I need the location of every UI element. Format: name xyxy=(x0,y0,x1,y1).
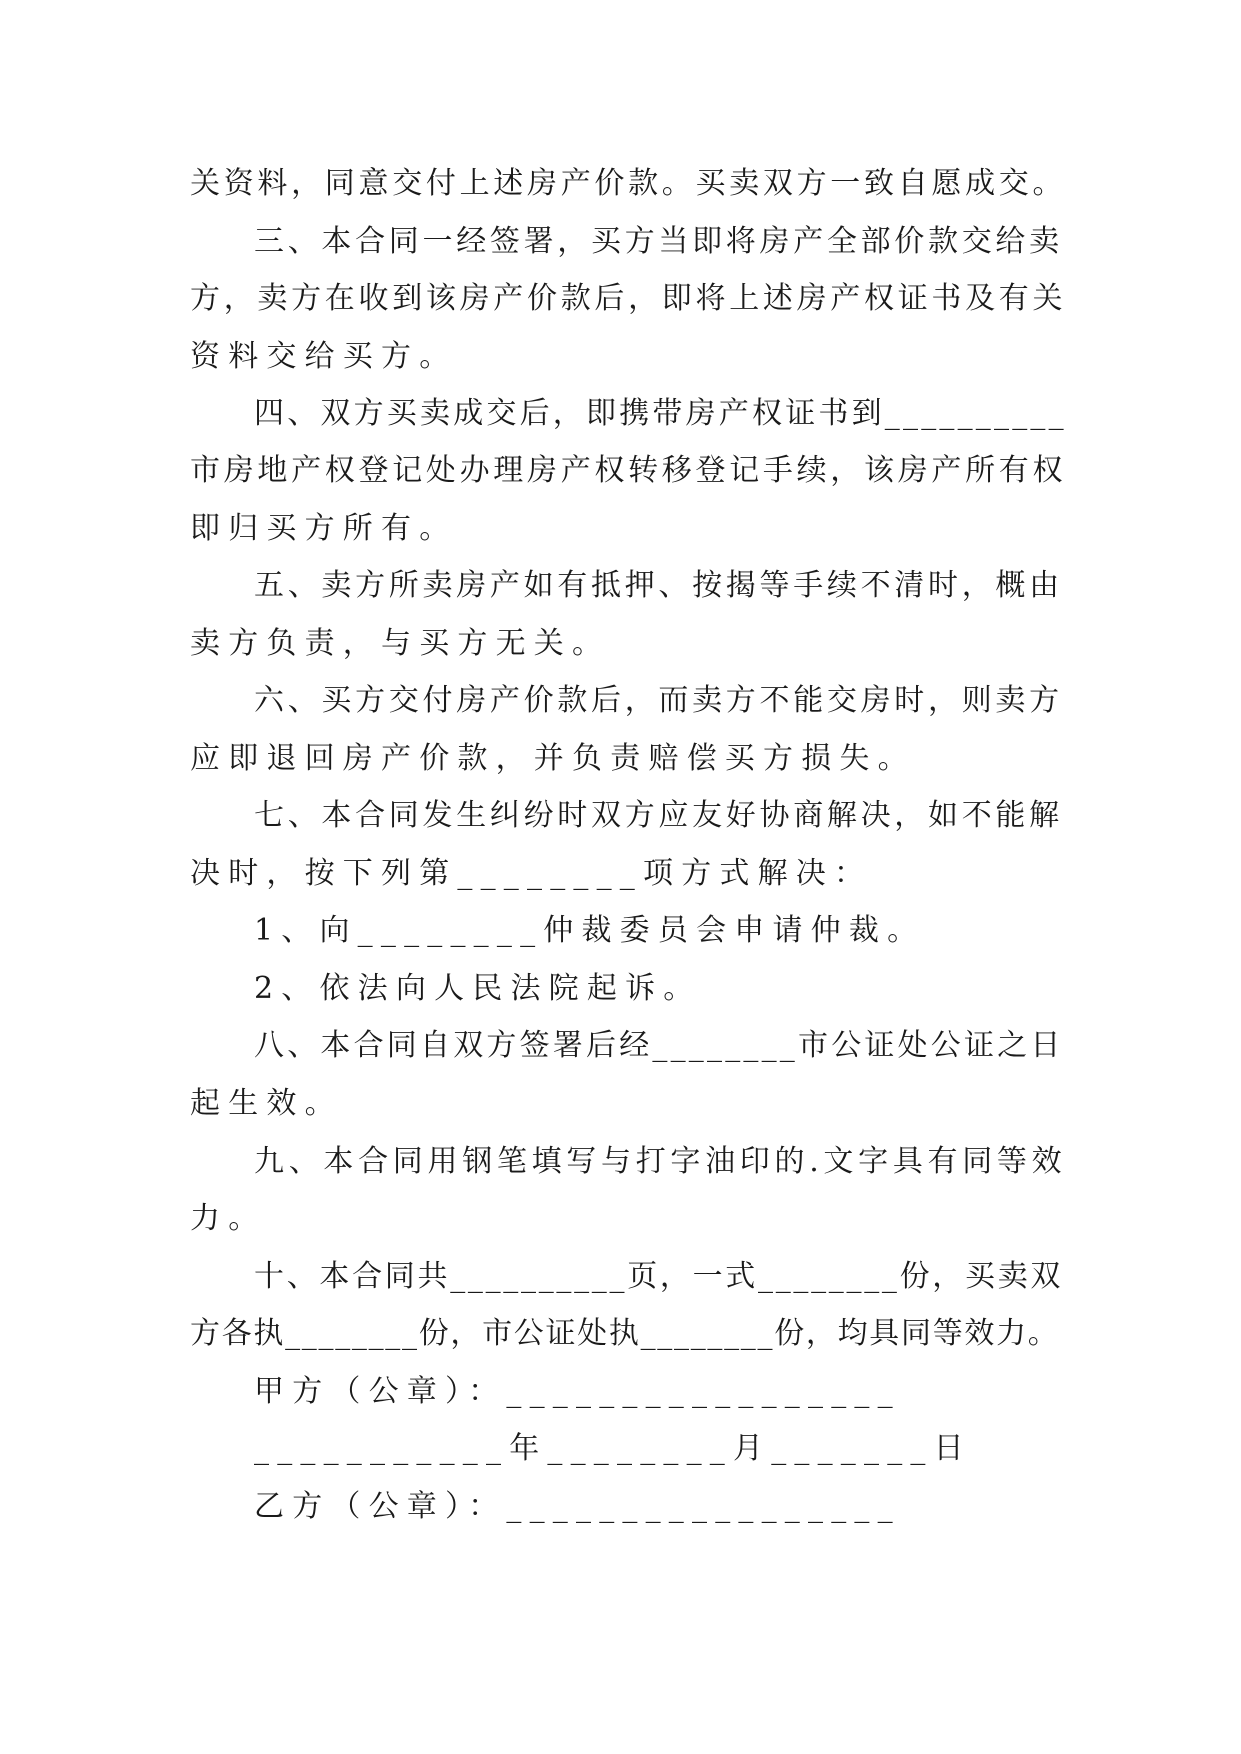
text-line-1: 关资料，同意交付上述房产价款。买卖双方一致自愿成交。 xyxy=(190,166,1067,201)
clause-7-line-2: 决时，按下列第________项方式解决： xyxy=(190,856,873,891)
signing-date: ___________年________月_______日 xyxy=(254,1431,972,1466)
clause-5-line-1: 五、卖方所卖房产如有抵押、按揭等手续不清时，概由 xyxy=(254,568,1063,603)
party-a-seal: 甲方（公章）：_________________ xyxy=(254,1374,901,1409)
clause-4-line-3: 即归买方所有。 xyxy=(190,511,458,546)
clause-3-line-2: 方，卖方在收到该房产价款后，即将上述房产权证书及有关 xyxy=(190,281,1067,316)
clause-3-line-3: 资料交给买方。 xyxy=(190,339,458,374)
clause-7-line-1: 七、本合同发生纠纷时双方应友好协商解决，如不能解 xyxy=(254,798,1063,833)
clause-10-line-1: 十、本合同共__________页，一式________份，买卖双 xyxy=(254,1259,1064,1294)
clause-9-line-1: 九、本合同用钢笔填写与打字油印的.文字具有同等效 xyxy=(254,1144,1067,1179)
clause-7-option-1: 1、向________仲裁委员会申请仲裁。 xyxy=(254,913,926,948)
clause-10-line-2: 方各执________份，市公证处执________份，均具同等效力。 xyxy=(190,1316,1060,1351)
clause-6-line-1: 六、买方交付房产价款后，而卖方不能交房时，则卖方 xyxy=(254,683,1063,718)
clause-7-option-2: 2、依法向人民法院起诉。 xyxy=(254,971,702,1006)
clause-8-line-2: 起生效。 xyxy=(190,1086,343,1121)
clause-6-line-2: 应即退回房产价款，并负责赔偿买方损失。 xyxy=(190,741,916,776)
clause-3-line-1: 三、本合同一经签署，买方当即将房产全部价款交给卖 xyxy=(254,224,1063,259)
clause-4-line-2: 市房地产权登记处办理房产权转移登记手续，该房产所有权 xyxy=(190,453,1067,488)
clause-8-line-1: 八、本合同自双方签署后经________市公证处公证之日 xyxy=(254,1028,1064,1063)
clause-5-line-2: 卖方负责，与买方无关。 xyxy=(190,626,611,661)
clause-9-line-2: 力。 xyxy=(190,1201,267,1236)
party-b-seal: 乙方（公章）：_________________ xyxy=(254,1489,901,1524)
clause-4-line-1: 四、双方买卖成交后，即携带房产权证书到__________ xyxy=(254,396,1067,431)
